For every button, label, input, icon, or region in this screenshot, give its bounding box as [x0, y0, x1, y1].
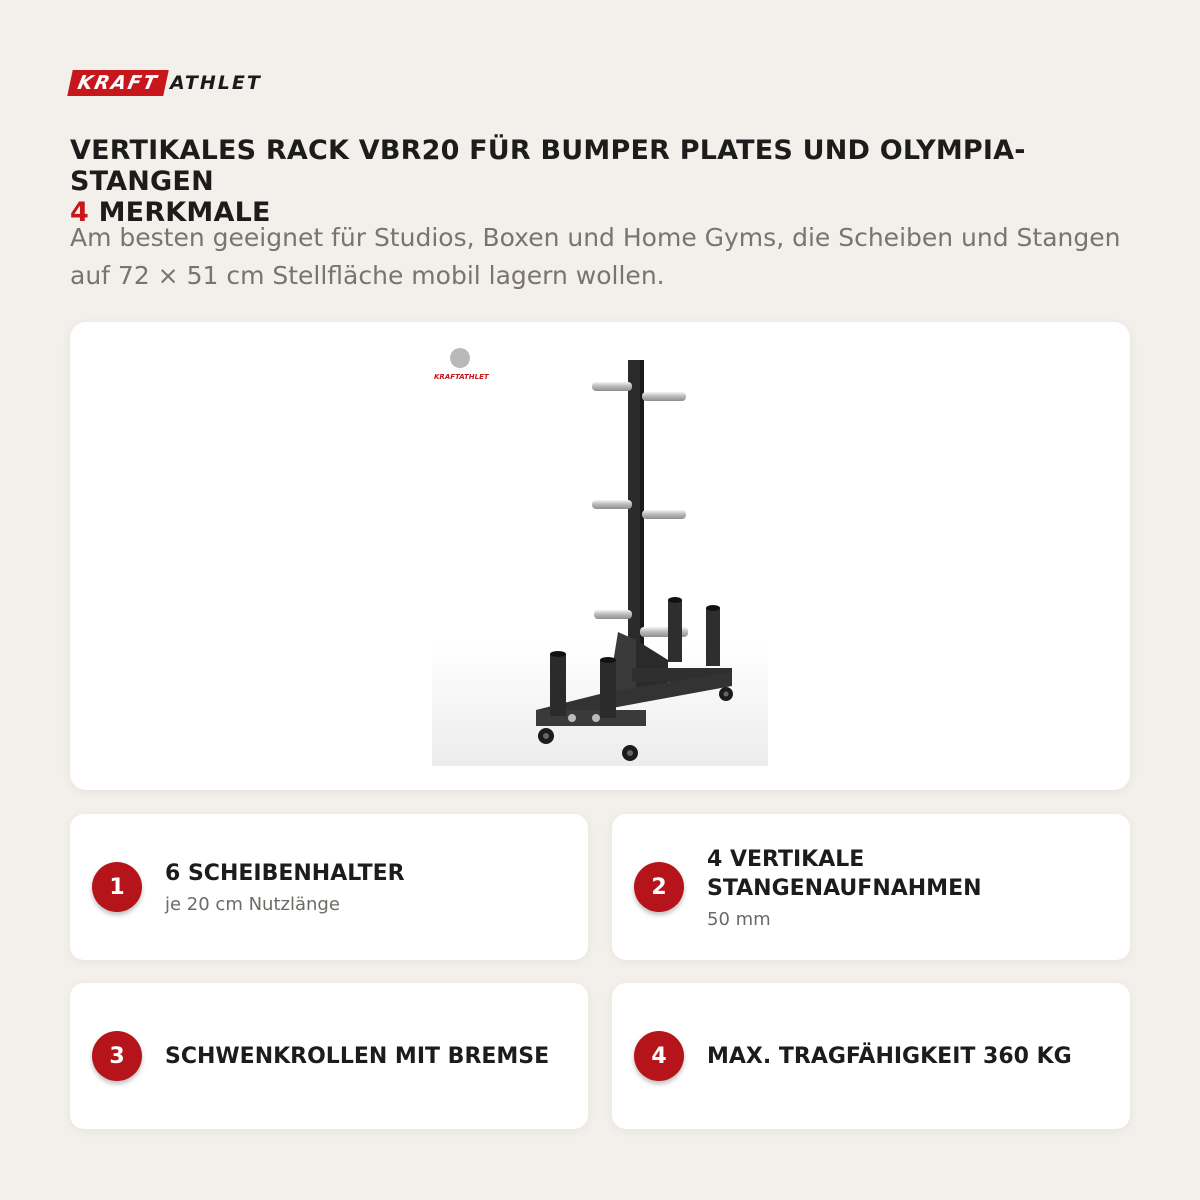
feature-number-badge: 1 — [92, 862, 142, 912]
title-text: VERTIKALES RACK VBR20 FÜR BUMPER PLATES UND OLYMPIA-STANGEN — [70, 135, 1026, 197]
feature-subtitle: je 20 cm Nutzlänge — [165, 894, 340, 915]
feature-text — [165, 814, 568, 960]
feature-title: MAX. TRAGFÄHIGKEIT 360 KG — [707, 1043, 1072, 1069]
feature-card-1 — [70, 814, 588, 960]
page-subtitle: Am besten geeignet für Studios, Boxen und Home Gyms, die Scheiben und Stangen auf 72 × 51 cm Stellfläche mobil lagern wollen. — [70, 223, 1121, 290]
feature-number-badge: 2 — [634, 862, 684, 912]
logo-athlet: ATHLET — [170, 72, 262, 94]
brand-logo — [70, 70, 262, 96]
feature-text — [707, 983, 1110, 1129]
watermark-logo — [434, 348, 490, 381]
feature-subtitle: 50 mm — [707, 908, 771, 930]
logo-kraft: KRAFT — [67, 70, 169, 96]
feature-text — [707, 814, 1110, 960]
feature-count-suffix: MERKMALE — [98, 197, 271, 228]
feature-text — [165, 983, 568, 1129]
feature-title: SCHWENKROLLEN MIT BREMSE — [165, 1043, 550, 1069]
feature-card-2 — [612, 814, 1130, 960]
feature-title: 6 SCHEIBENHALTER — [165, 861, 405, 886]
product-image-card — [70, 322, 1130, 790]
product-image — [432, 342, 768, 766]
watermark-text: KRAFTATHLET — [434, 373, 489, 381]
feature-card-4 — [612, 983, 1130, 1129]
feature-number-badge: 4 — [634, 1031, 684, 1081]
feature-count: 4 — [70, 197, 89, 228]
feature-number-badge: 3 — [92, 1031, 142, 1081]
page-title — [70, 135, 1150, 228]
feature-card-3 — [70, 983, 588, 1129]
feature-title: 4 VERTIKALE STANGENAUFNAHMEN — [707, 846, 982, 901]
